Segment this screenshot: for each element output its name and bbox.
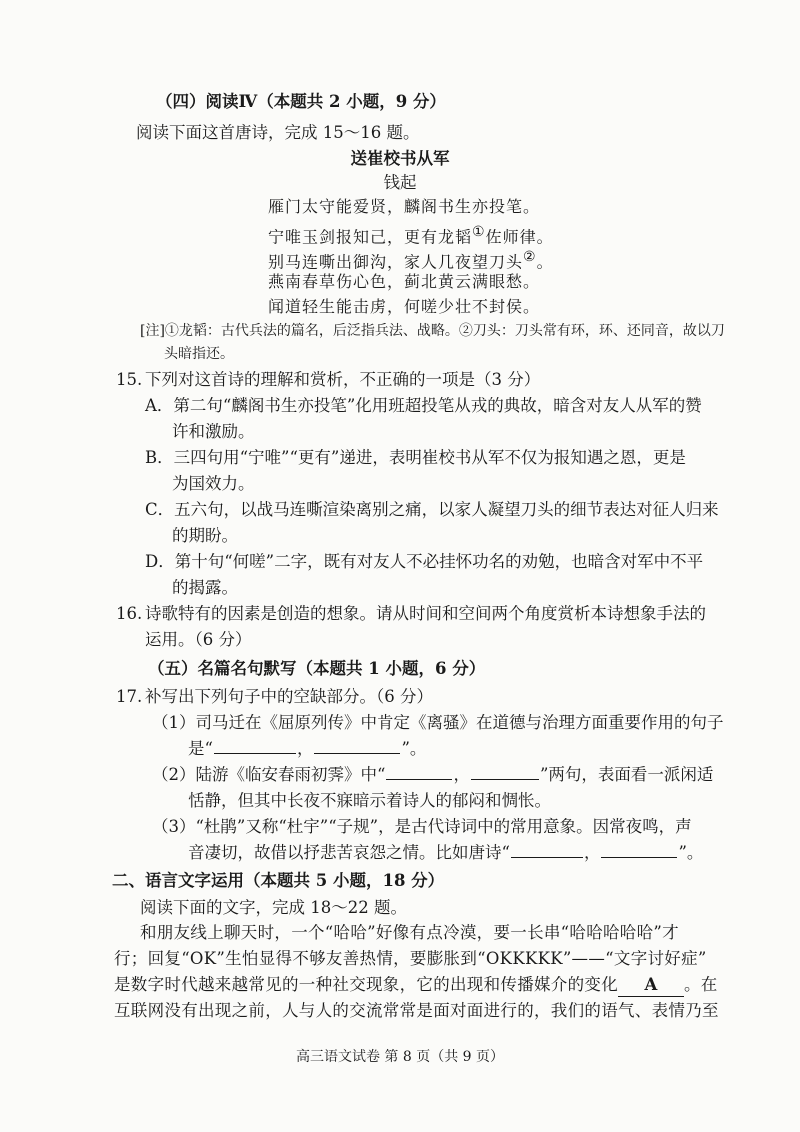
answer-blank[interactable]	[601, 843, 677, 858]
section-5-title: （五）名篇名句默写（本题共 1 小题，6 分）	[148, 659, 486, 678]
question-17-item-3-line-2: 音凄切，故借以抒悲苦哀怨之情。比如唐诗“ ， ”。	[188, 843, 704, 862]
question-15-stem: 下列对这首诗的理解和赏析，不正确的一项是（3 分）	[145, 370, 541, 389]
answer-blank[interactable]	[214, 739, 296, 754]
question-17-stem: 补写出下列句子中的空缺部分。（6 分）	[145, 687, 433, 706]
poem-note-line-1: [注]①龙韬：古代兵法的篇名，后泛指兵法、战略。②刀头：刀头常有环，环、还同音，故以刀	[140, 323, 725, 339]
question-number-15: 15.	[116, 370, 143, 389]
passage-line-4: 互联网没有出现之前，人与人的交流常常是面对面进行的，我们的语气、表情乃至	[114, 1001, 719, 1020]
option-b-line-1: B．三四句用“宁唯”“更有”递进，表明崔校书从军不仅为报知遇之恩，更是	[145, 448, 686, 467]
option-c-line-2: 的期盼。	[172, 526, 238, 545]
poem-line-2: 宁唯玉剑报知己，更有龙韬①佐师律。	[268, 224, 554, 247]
part-2-title: 二、语言文字运用（本题共 5 小题，18 分）	[112, 871, 445, 890]
question-number-17: 17.	[116, 687, 143, 706]
option-b-line-2: 为国效力。	[172, 474, 255, 493]
passage-line-3: 是数字时代越来越常见的一种社交现象，它的出现和传播媒介的变化 A 。在	[114, 974, 718, 997]
footnote-mark-2: ②	[523, 249, 537, 265]
passage-blank-a[interactable]: A	[618, 974, 684, 997]
answer-blank[interactable]	[314, 739, 400, 754]
poem-line-3: 别马连嘶出御沟，家人几夜望刀头②。	[268, 249, 554, 272]
question-17-item-2-line-1: （2）陆游《临安春雨初霁》中“ ， ”两句，表面看一派闲适	[152, 765, 714, 784]
option-d-line-2: 的揭露。	[172, 578, 238, 597]
poem-line-5: 闻道轻生能击虏，何嗟少壮不封侯。	[268, 297, 541, 316]
poem-line-4: 燕南春草伤心色，蓟北黄云满眼愁。	[268, 272, 541, 291]
question-17-item-2-line-2: 恬静，但其中长夜不寐暗示着诗人的郁闷和惆怅。	[188, 791, 551, 810]
question-16-line-2: 运用。（6 分）	[145, 630, 252, 649]
option-a-line-2: 许和激励。	[172, 422, 255, 441]
answer-blank[interactable]	[386, 765, 452, 780]
question-16-line-1: 诗歌特有的因素是创造的想象。请从时间和空间两个角度赏析本诗想象手法的	[145, 604, 706, 623]
question-17-item-1-line-1: （1）司马迁在《屈原列传》中肯定《离骚》在道德与治理方面重要作用的句子	[152, 713, 724, 732]
poem-note-line-2: 头暗指还。	[164, 346, 234, 362]
question-number-16: 16.	[116, 604, 143, 623]
question-17-item-3-line-1: （3）“杜鹃”又称“杜宇”“子规”，是古代诗词中的常用意象。因常夜鸣，声	[152, 817, 692, 836]
passage-line-2: 行；回复“OK”生怕显得不够友善热情，要膨胀到“OKKKKK”——“文字讨好症”	[114, 949, 707, 968]
poem-author: 钱起	[383, 173, 417, 192]
option-c-line-1: C．五六句，以战马连嘶渲染离别之痛，以家人凝望刀头的细节表达对征人归来	[145, 500, 719, 519]
answer-blank[interactable]	[511, 843, 583, 858]
poem-line-1: 雁门太守能爱贤，麟阁书生亦投笔。	[268, 197, 541, 216]
passage-line-1: 和朋友线上聊天时，一个“哈哈”好像有点冷漠，要一长串“哈哈哈哈哈”才	[140, 923, 679, 942]
part-2-intro: 阅读下面的文字，完成 18～22 题。	[140, 898, 407, 917]
question-17-item-1-line-2: 是“ ， ”。	[188, 739, 427, 758]
section-title: （四）阅读Ⅳ（本题共 2 小题，9 分）	[156, 92, 446, 111]
option-d-line-1: D．第十句“何嗟”二字，既有对友人不必挂怀功名的劝勉，也暗含对军中不平	[145, 552, 704, 571]
footnote-mark-1: ①	[472, 224, 486, 240]
section-intro: 阅读下面这首唐诗，完成 15～16 题。	[136, 123, 420, 142]
answer-blank[interactable]	[471, 765, 539, 780]
poem-title: 送崔校书从军	[350, 149, 450, 168]
page-footer: 高三语文试卷 第 8 页（共 9 页）	[295, 1049, 505, 1065]
option-a-line-1: A．第二句“麟阁书生亦投笔”化用班超投笔从戎的典故，暗含对友人从军的赞	[145, 396, 702, 415]
